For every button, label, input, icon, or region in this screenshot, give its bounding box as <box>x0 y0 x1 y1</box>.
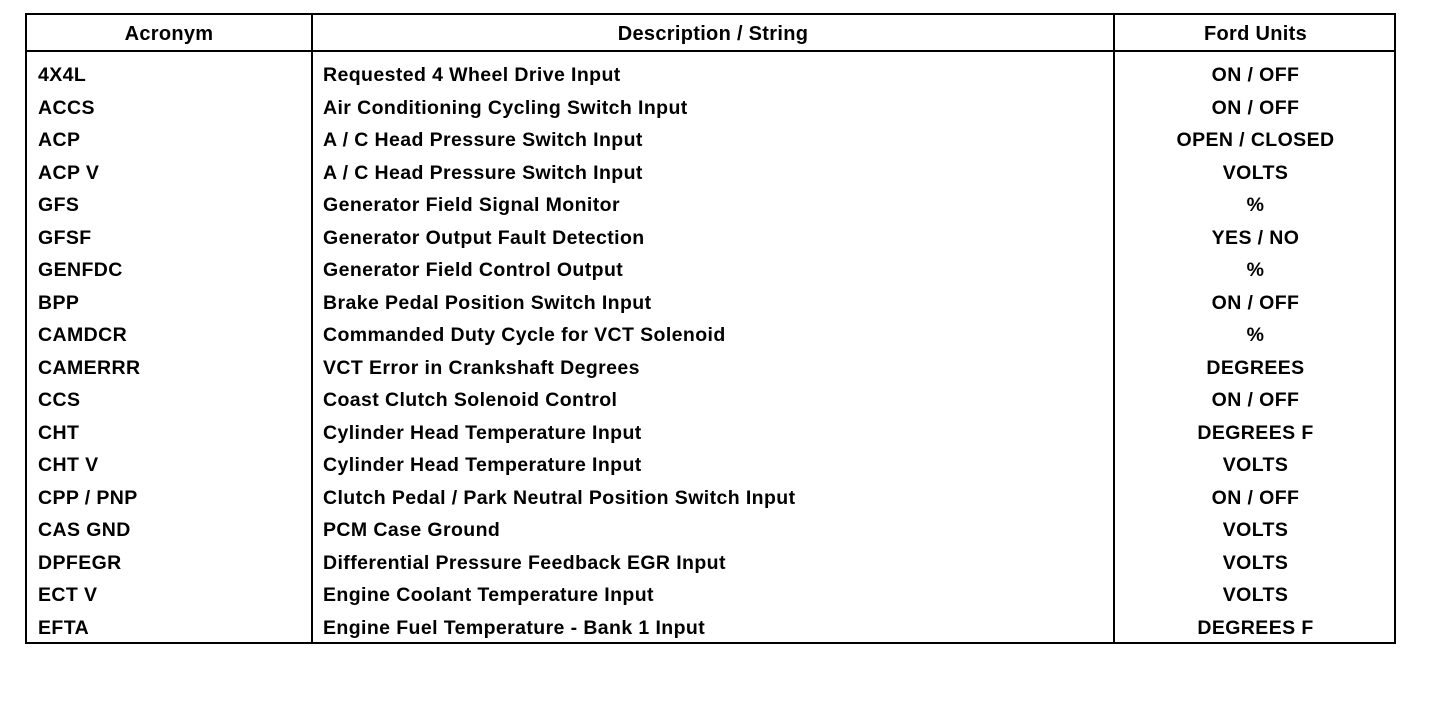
acronym-cell: GENFDC <box>38 259 123 281</box>
table-row <box>27 92 1394 125</box>
units-cell: % <box>1246 259 1265 281</box>
table-row <box>27 482 1394 515</box>
table-row <box>27 514 1394 547</box>
acronym-cell: EFTA <box>38 616 90 639</box>
table-row <box>27 59 1394 92</box>
units-cell: DEGREES F <box>1197 616 1314 639</box>
units-cell: ON / OFF <box>1211 389 1300 411</box>
description-cell: PCM Case Ground <box>323 519 501 541</box>
acronym-cell: 4X4L <box>38 64 87 86</box>
acronym-cell: CPP / PNP <box>38 486 138 509</box>
acronym-cell: GFS <box>38 194 80 216</box>
units-cell: % <box>1246 324 1265 346</box>
units-cell: OPEN / CLOSED <box>1176 129 1335 151</box>
acronym-cell: DPFEGR <box>38 551 122 574</box>
acronym-cell: BPP <box>38 291 80 314</box>
table-row <box>27 352 1394 385</box>
acronym-cell: ACP <box>38 129 81 151</box>
header-acronym: Acronym <box>124 23 214 45</box>
units-cell: ON / OFF <box>1211 486 1300 509</box>
units-cell: DEGREES F <box>1197 421 1314 444</box>
description-cell: Cylinder Head Temperature Input <box>323 421 642 444</box>
header-description: Description / String <box>617 23 809 45</box>
table-row <box>27 287 1394 320</box>
acronym-cell: CHT <box>38 421 80 444</box>
description-cell: Air Conditioning Cycling Switch Input <box>323 96 688 119</box>
table-row <box>27 319 1394 352</box>
units-cell: YES / NO <box>1211 226 1300 249</box>
units-cell: ON / OFF <box>1211 64 1300 86</box>
table-row <box>27 222 1394 255</box>
acronym-cell: ACP V <box>38 161 100 184</box>
description-cell: Commanded Duty Cycle for VCT Solenoid <box>323 324 726 346</box>
table-body <box>27 59 1394 644</box>
pid-table <box>25 13 1396 644</box>
acronym-cell: ECT V <box>38 584 98 606</box>
header-units: Ford Units <box>1204 23 1307 45</box>
description-cell: Brake Pedal Position Switch Input <box>323 291 652 314</box>
table-row <box>27 189 1394 222</box>
units-cell: VOLTS <box>1222 584 1289 606</box>
acronym-cell: CHT V <box>38 454 99 476</box>
table-row <box>27 124 1394 157</box>
acronym-cell: CAMDCR <box>38 324 128 346</box>
table-header <box>27 15 1394 52</box>
table-row <box>27 612 1394 645</box>
table-row <box>27 547 1394 580</box>
description-cell: Requested 4 Wheel Drive Input <box>323 64 621 86</box>
description-cell: Differential Pressure Feedback EGR Input <box>323 551 726 574</box>
units-cell: VOLTS <box>1222 551 1289 574</box>
units-cell: % <box>1246 194 1265 216</box>
units-cell: VOLTS <box>1222 161 1289 184</box>
table-row <box>27 254 1394 287</box>
description-cell: Coast Clutch Solenoid Control <box>323 389 618 411</box>
description-cell: Generator Output Fault Detection <box>323 226 645 249</box>
table-row <box>27 384 1394 417</box>
acronym-cell: GFSF <box>38 226 92 249</box>
units-cell: VOLTS <box>1222 519 1289 541</box>
description-cell: Generator Field Signal Monitor <box>323 194 620 216</box>
description-cell: Clutch Pedal / Park Neutral Position Switch Input <box>323 486 796 509</box>
acronym-cell: CCS <box>38 389 81 411</box>
acronym-cell: CAMERRR <box>38 356 141 379</box>
acronym-cell: ACCS <box>38 96 95 119</box>
table-row <box>27 157 1394 190</box>
description-cell: Generator Field Control Output <box>323 259 624 281</box>
units-cell: ON / OFF <box>1211 291 1300 314</box>
description-cell: Engine Coolant Temperature Input <box>323 584 654 606</box>
description-cell: VCT Error in Crankshaft Degrees <box>323 356 640 379</box>
description-cell: A / C Head Pressure Switch Input <box>323 161 643 184</box>
units-cell: ON / OFF <box>1211 96 1300 119</box>
table-row <box>27 449 1394 482</box>
units-cell: DEGREES <box>1206 356 1305 379</box>
table-row <box>27 579 1394 612</box>
units-cell: VOLTS <box>1222 454 1289 476</box>
description-cell: A / C Head Pressure Switch Input <box>323 129 643 151</box>
description-cell: Engine Fuel Temperature - Bank 1 Input <box>323 616 706 639</box>
table-row <box>27 417 1394 450</box>
acronym-cell: CAS GND <box>38 519 131 541</box>
description-cell: Cylinder Head Temperature Input <box>323 454 642 476</box>
